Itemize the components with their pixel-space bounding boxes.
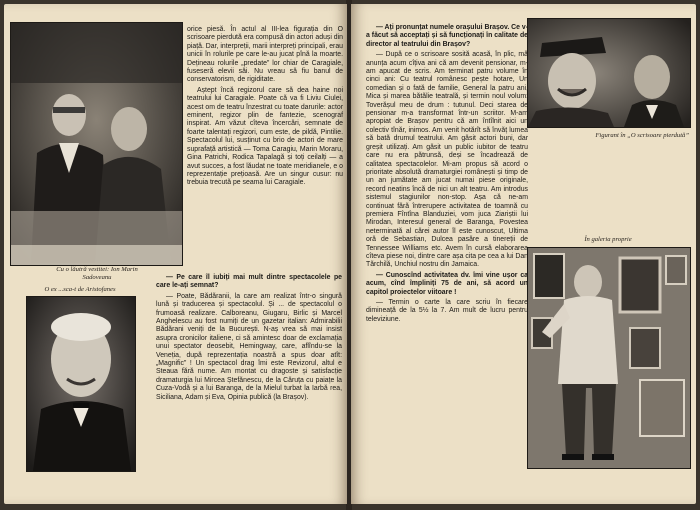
photo-two-men-seated [10,22,183,266]
right-text-column [366,24,528,326]
caption-right-bottom: În galeria proprie [584,236,632,243]
paragraph: — Poate, Bădăranii, la care am realizat într-o singură lună și traducerea și spectacolul. Și ... de spectacolul o frumoasă realizare. Calboreanu, Giugaru, Birlic și Marcel Anghelescu au fost numiți de un gazetar italian: Admirabilii Bădărani veniți de la București. N-aș vrea să mai insist asupra cronicilor italiene, ci să amintesc doar de exclamația unui spectator deosebit, Hemingway, care, aflîndu-se la Veneția, după reprezentația noastră a spus doar atît: „Magnific” ! Un spectacol drag îmi este Revizorul, altul e Steaua fără nume. Am montat cu dragoste și satisfacție dramaturgia lui Mircea Ștefănescu, de la Căruța cu paiațe la Cuza-Vodă și a lui Baranga, de la Mielul turbat la Iarbă rea, Siciliana, Adam și Eva, Opinia publică (la Brașov). [156,292,342,401]
caption-left-bottom: O ex ...sca-t de Aristofanes [44,286,116,293]
interview-question: — Pe care îl iubiți mai mult dintre spectacolele pe care le-ați semnat? [156,274,342,290]
interview-question: — Ați pronunțat numele orașului Brașov. Ce v-a făcut să acceptați și să funcționați în calitate de director al teatrului din Brașov? [366,24,528,48]
photo-man-in-gallery-image [528,248,690,468]
photo-two-men-seated-image [11,23,182,265]
photo-man-in-gallery [527,247,691,469]
left-page [4,4,347,504]
caption-right-top: Figurant în „O scrisoare pierdută” [595,132,689,139]
photo-man-laughing-image [27,297,135,471]
interview-question: — Cunoscînd activitatea dv. îmi vine ușor ca acum, cînd împliniți 75 de ani, să acord un capitol proiectelor viitoare ! [366,271,528,296]
left-text-column-top [187,26,343,190]
paragraph: — După ce o scrisoare sosită acasă, în plic, mă anunța acum cîțiva ani că am devenit pensionar, m-am apucat de scris. Am terminat patru volume în cinci ani: Cu teatrul românesc pește hotare, Un comedian și o fată de familie, General la patru ani, Mica și marea bătălie teatrală, și termin noul volum: Toverășul meu de drum : tutunul. Deci starea de pensionar m-a transformat într-un scriitor. M-am apropiat de Brașov pentru că am întîlnit aici un colectiv tînăr, inimos. Am venit hotărît să învăț lumea să bată drumul teatrului. Am găsit actori buni, dar greșit utilizați. Am găsit un public iubitor de teatru care nu era pătrunsă, deși se încadrează de calitatea spectacolelor. Mi-am propus să acord o prioritate absolută dramaturgiei românești și timp de un an jumătate am jucat numai piese originale, record neatins încă de nici un alt teatru. Am introdus sistemul stagiunilor non-stop. Așa că ne-am continuat fără întrerupere activitatea de toamnă cu premiera Fîntîna Blanduziei, vom juca Ziariștii lui Mirodan, Interesul general de Baranga, Povestea neterminată al cărei autor îl este cunoscut, Ultima oră de Sebastian, Dulcea pasăre a tinereții de Tennessee Williams etc. Avem în cursă elaborarea cîteva piese noi, dintre care așa cita pe cea a lui Dan Tărchilă, Unchiul nostru din Jamaica. [366,51,528,269]
right-page [351,4,696,504]
caption-left-top: Cu o lăutră vestitei: Ion Marin Sadoveanu [56,266,138,281]
paragraph: Aștept încă regizorul care să dea haine noi teatrului lui Caragiale. Poate că va fi Liviu Ciulei, acest om de teatru înzestrat cu toate darurile: actor eminent, regizor plin de fantezie, scenograf inspirat. Am văzut cîteva încercări, semnate de foarte talentați regizori, cum este, de pildă, Pintilie. Spectacolul lui, susținut cu brio de actori de mare suprafață artistică — Toma Caragiu, Marin Moraru, Gina Patrichi, Rodica Tapalagă și toți ceilalți — a avut succes, a fost lăudat ne toate meridianele, e o reprezentație prețioasă. Are un singur cusur: nu trebuia trecută pe seama lui Caragiale. [187,86,343,187]
photo-figurant-costume-image [528,19,690,127]
paragraph: — Termin o carte la care scriu în fiecare dimineață de la 5½ la 7. Am mult de lucru pentru televiziune. [366,299,528,323]
photo-figurant-costume [527,18,691,128]
photo-man-laughing [26,296,136,472]
paragraph: orice piesă. În actul al III-lea figurația din O scrisoare pierdută era compusă din actori aduși din piață. Dar, interpreții, marii interpreți principali, erau unicii în rolurile pe care le-au jucat pînă la moarte. Dețineau rolurile „predate” lor chiar de Caragiale, fuseseră elevii săi. Nu vreau să fiu banul de conservatorism, de rigiditate. [187,26,343,84]
left-text-column-bottom [156,274,342,404]
